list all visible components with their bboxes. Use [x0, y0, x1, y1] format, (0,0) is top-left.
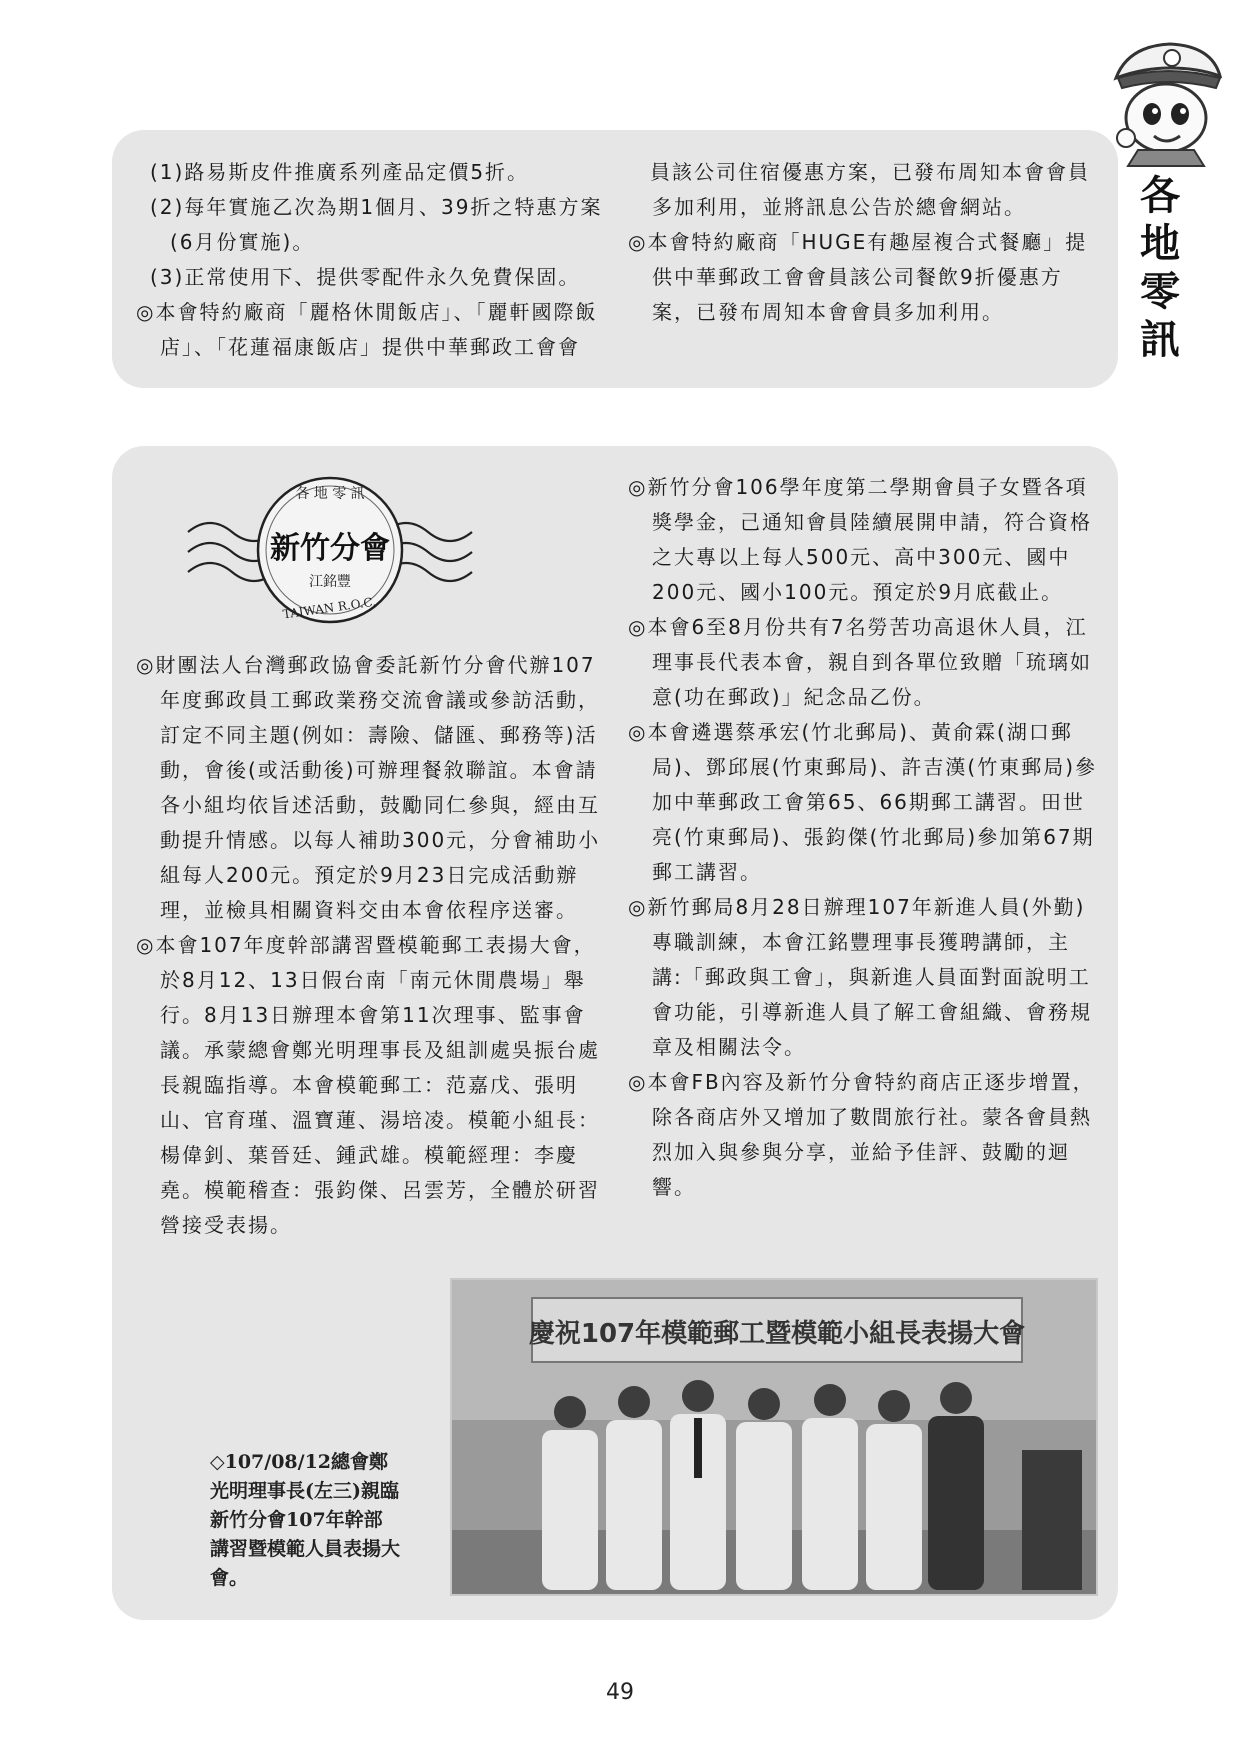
top-right-column: [628, 155, 1100, 330]
page-number: 49: [606, 1680, 634, 1705]
paragraph: ◎本會FB內容及新竹分會特約商店正逐步增置，除各商店外又增加了數間旅行社。蒙各會員熱烈加入與參與分享，並給予佳評、鼓勵的迴響。: [628, 1070, 1095, 1199]
paragraph: 員該公司住宿優惠方案，已發布周知本會會員多加利用，並將訊息公告於總會網站。: [628, 160, 1090, 219]
stamp-arc-text: 各 地 零 訊: [295, 486, 365, 502]
stamp-bottom-arc: TAIWAN R.O.C.: [282, 594, 377, 622]
paragraph: ◎本會6至8月份共有7名勞苦功高退休人員，江理事長代表本會，親自到各單位致贈「琉璃如意(功在郵政)」紀念品乙份。: [628, 615, 1092, 709]
postmark-stamp: [180, 462, 480, 632]
paragraph: (1)路易斯皮件推廣系列產品定價5折。: [150, 160, 530, 184]
photo-caption: ◇107/08/12總會鄭光明理事長(左三)親臨新竹分會107年幹部講習暨模範人員表揚大會。: [210, 1451, 401, 1589]
stamp-title: 新竹分會: [270, 531, 390, 566]
mascot-illustration: [1108, 38, 1226, 168]
photo-banner: 慶祝107年模範郵工暨模範小組長表揚大會: [528, 1319, 1026, 1349]
paragraph: ◎本會特約廠商「麗格休閒飯店」、「麗軒國際飯店」、「花蓮福康飯店」提供中華郵政工會會: [136, 300, 598, 359]
paragraph: ◎本會107年度幹部講習暨模範郵工表揚大會，於8月12、13日假台南「南元休閒農場」舉行。8月13日辦理本會第11次理事、監事會議。承蒙總會鄭光明理事長及組訓處吳振台處長親臨指導。本會模範郵工：范嘉戊、張明山、官育瑾、溫寶蓮、湯培凌。模範小組長：楊偉釗、葉晉廷、鍾武雄。模範經理：李慶堯。模範稽查：張鈞傑、呂雲芳，全體於研習營接受表揚。: [136, 933, 600, 1237]
paragraph: (3)正常使用下、提供零配件永久免費保固。: [150, 265, 581, 289]
paragraph: ◎本會遴選蔡承宏(竹北郵局)、黃俞霖(湖口郵局)、鄧邱展(竹東郵局)、許吉漢(竹東郵局)參加中華郵政工會第65、66期郵工講習。田世亮(竹東郵局)、張鈞傑(竹北郵局)參加第67期郵工講習。: [628, 720, 1098, 884]
paragraph: (2)每年實施乙次為期1個月、39折之特惠方案(6月份實施)。: [150, 195, 603, 254]
paragraph: ◎新竹郵局8月28日辦理107年新進人員(外勤)專職訓練，本會江銘豐理事長獲聘講師，主講:「郵政與工會」，與新進人員面對面說明工會功能，引導新進人員了解工會組織、會務規章及相關法令。: [628, 895, 1092, 1059]
section-title: 各地零訊: [1140, 172, 1180, 363]
stamp-author: 江銘豐: [309, 574, 351, 590]
top-left-column: [136, 155, 606, 365]
bottom-right-column: [628, 470, 1100, 1205]
paragraph: ◎財團法人台灣郵政協會委託新竹分會代辦107年度郵政員工郵政業務交流會議或參訪活動，訂定不同主題(例如：壽險、儲匯、郵務等)活動，會後(或活動後)可辦理餐敘聯誼。本會請各小組均依旨述活動，鼓勵同仁參與，經由互動提升情感。以每人補助300元，分會補助小組每人200元。預定於9月23日完成活動辦理，並檢具相關資料交由本會依程序送審。: [136, 653, 601, 922]
bottom-left-column: [136, 648, 606, 1243]
paragraph: ◎新竹分會106學年度第二學期會員子女暨各項獎學金，己通知會員陸續展開申請，符合資格之大專以上每人500元、高中300元、國中200元、國小100元。預定於9月底截止。: [628, 475, 1092, 604]
paragraph: ◎本會特約廠商「HUGE有趣屋複合式餐廳」提供中華郵政工會會員該公司餐飲9折優惠方案，已發布周知本會會員多加利用。: [628, 230, 1088, 324]
event-photo: [450, 1278, 1098, 1596]
